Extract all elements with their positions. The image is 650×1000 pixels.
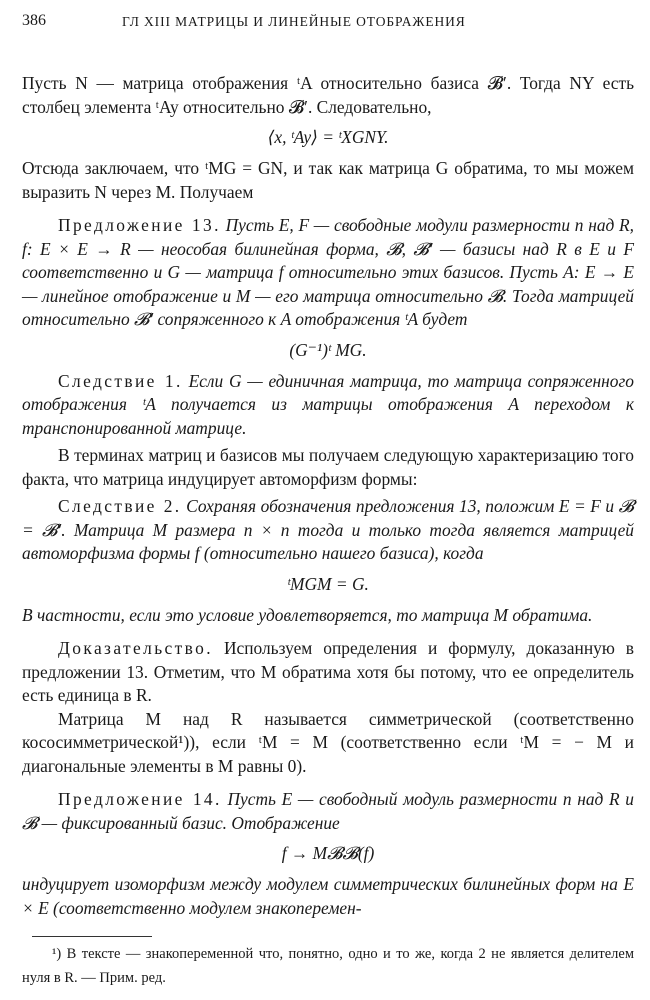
proof-text: Используем определения и формулу, доказанную в предложении 13. Отметим, что M обратима хотя бы потому, что ее определитель есть единица в R. xyxy=(22,638,634,705)
page-number: 386 xyxy=(22,12,46,29)
book-page xyxy=(22,12,634,992)
proposition-14 xyxy=(22,788,634,835)
formula-1: ⟨x, ᵗAy⟩ = ᵗXGNY. xyxy=(267,127,389,147)
proof-label: Доказательство. xyxy=(58,638,213,658)
footnote xyxy=(22,943,634,990)
formula-3: ᵗMGM = G. xyxy=(287,573,369,594)
proposition-13-text: Пусть E, F — свободные модули размерности n над R, f: E × E → R — неособая билинейная форма, 𝓑, 𝓑′ — базисы над R в E и F соответственно и G — матрица f относительно этих базисов. Пусть A: E → E — линейное отображение и M — его матрица относительно 𝓑. Тогда матрицей относительно 𝓑′ сопряженного к A отображения ᵗA будет xyxy=(22,215,635,329)
proof xyxy=(22,637,634,708)
proposition-14-label: Предложение 14. xyxy=(58,789,222,809)
page-header xyxy=(22,12,634,42)
proposition-13 xyxy=(22,214,634,332)
footnote-rule xyxy=(32,936,152,937)
paragraph-1: Пусть N — матрица отображения ᵗA относительно базиса 𝓑′. Тогда NY есть столбец элемента ᵗAy относительно 𝓑′. Следовательно, xyxy=(22,73,634,117)
running-title: ГЛ XIII МАТРИЦЫ И ЛИНЕЙНЫЕ ОТОБРАЖЕНИЯ xyxy=(122,14,466,29)
corollary-1 xyxy=(22,370,634,441)
corollary-2-label: Следствие 2. xyxy=(58,496,182,516)
proposition-14-text: Пусть E — свободный модуль размерности n над R и 𝓑 — фиксированный базис. Отображение xyxy=(22,789,634,833)
corollary-2-text: Сохраняя обозначения предложения 13, положим E = F и 𝓑 = 𝓑′. Матрица M размера n × n тогда и только тогда является матрицей автоморфизма формы f (относительно нашего базиса), когда xyxy=(22,496,634,563)
paragraph-3: В терминах матриц и базисов мы получаем следующую характеризацию того факта, что матрица индуцирует автоморфизм формы: xyxy=(22,445,634,489)
paragraph-2: Отсюда заключаем, что ᵗMG = GN, и так как матрица G обратима, то мы можем выразить N через M. Получаем xyxy=(22,158,634,202)
paragraph-6: индуцирует изоморфизм между модулем симметрических билинейных форм на E × E (соответственно модулем знакоперемен- xyxy=(22,874,634,918)
page-body xyxy=(22,72,634,990)
formula-4: f → M𝓑𝓑(f) xyxy=(281,843,375,863)
paragraph-4: В частности, если это условие удовлетворяется, то матрица M обратима. xyxy=(22,604,593,625)
corollary-1-text: Если G — единичная матрица, то матрица сопряженного отображения ᵗA получается из матрицы отображения A переходом к транспонированной матрице. xyxy=(22,370,634,438)
corollary-1-label: Следствие 1. xyxy=(58,370,183,391)
corollary-2 xyxy=(22,495,634,566)
footnote-text: ¹) В тексте — знакопеременной что, понятно, одно и то же, когда 2 не является делителем нуля в R. — Прим. ред. xyxy=(22,946,634,986)
proposition-13-label: Предложение 13. xyxy=(58,215,221,235)
formula-2: (G⁻¹)ᵗ MG. xyxy=(289,339,367,360)
paragraph-5: Матрица M над R называется симметрической (соответственно кососимметрической¹)), если ᵗM = M (соответственно если ᵗM = − M и диагональные элементы в M равны 0). xyxy=(22,708,634,776)
